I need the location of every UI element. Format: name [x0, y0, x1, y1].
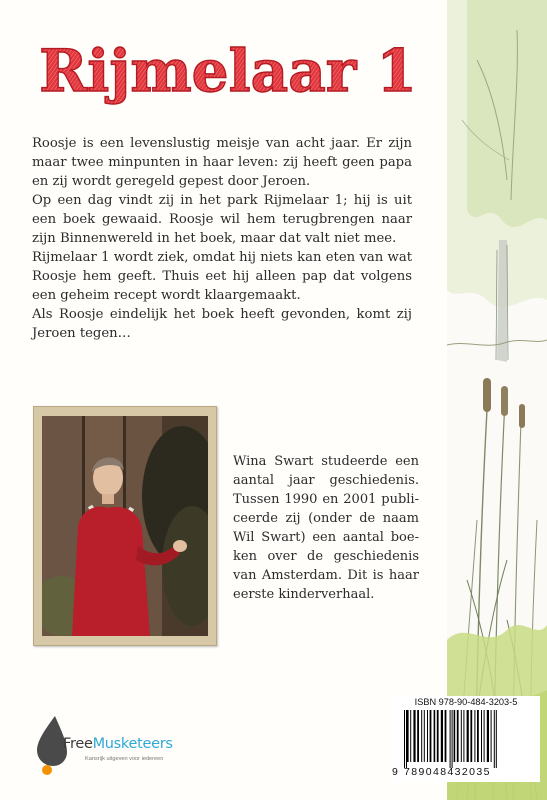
barcode-guard-bar [494, 710, 495, 768]
barcode-bar [463, 710, 464, 762]
barcode-guard-bar [452, 710, 453, 768]
barcode-guard-bar [404, 710, 405, 768]
publisher-tagline: Kansrijk uitgeven voor iedereen [85, 756, 164, 762]
plant-illustration-strip [447, 0, 547, 800]
barcode-guard-bar [496, 710, 497, 768]
barcode-bar [457, 710, 459, 762]
author-bio [233, 452, 419, 604]
barcode-bar [421, 710, 422, 762]
publisher-name-part1: Free [63, 736, 93, 752]
barcode-bar [461, 710, 462, 762]
barcode-bar [430, 710, 432, 762]
barcode-bar [477, 710, 479, 762]
ean-first-digit: 9 [392, 766, 400, 778]
barcode-bar [434, 710, 436, 762]
barcode-bar [410, 710, 411, 762]
author-bio-text: Wina Swart studeerde een aantal jaar geschiedenis. Tussen 1990 en 2001 publiceerde zij (onder de naam Wil Swart) een aantal boeken over de geschiedenis van Amsterdam. Dit is haar eerste kinderverhaal. [233, 454, 419, 602]
blurb-text [32, 134, 412, 343]
barcode-bar [467, 710, 469, 762]
barcode-bar [427, 710, 428, 762]
blurb-paragraph: Rijmelaar 1 wordt ziek, omdat hij niets kan eten van wat Roosje hem geeft. Thuis eet hij alleen pap dat volgens een geheim recept wordt klaargemaakt. [32, 250, 412, 303]
title-text: Rijmelaar 1 [39, 37, 417, 105]
author-photo [42, 416, 208, 636]
blurb-paragraph: Op een dag vindt zij in het park Rijmelaar 1; hij is uit een boek gewaaid. Roosje wil hem terugbrengen naar zijn Binnenwereld in het boek, maar dat valt niet mee. [32, 193, 412, 246]
barcode-bar [417, 710, 419, 762]
barcode-bar [481, 710, 482, 762]
author-photo-frame [33, 406, 217, 646]
barcode-bar [470, 710, 472, 762]
barcode-bar [407, 710, 409, 762]
barcode-bar [437, 710, 439, 762]
barcode-guard-bar [406, 710, 407, 768]
barcode-bar [413, 710, 415, 762]
barcode-bar [484, 710, 485, 762]
barcode-bar [441, 710, 443, 762]
barcode-bar [487, 710, 489, 762]
blurb-paragraph: Als Roosje eindelijk het boek heeft gevonden, komt zij Jeroen tegen… [32, 307, 412, 341]
book-title [28, 28, 428, 110]
blurb-paragraph: Roosje is een levenslustig meisje van acht jaar. Er zijn maar twee minpunten in haar leven: zij heeft geen papa en zij wordt geregeld gepest door Jeroen. [32, 136, 412, 189]
publisher-name [63, 736, 173, 752]
isbn-label: ISBN 978-90-484-3203-5 [414, 697, 518, 707]
barcode-bar [491, 710, 492, 762]
plant-illustration [447, 0, 547, 800]
barcode-bars [402, 710, 530, 768]
isbn-barcode [392, 696, 540, 782]
barcode-bar [424, 710, 425, 762]
publisher-logo [33, 714, 183, 776]
publisher-name-part2: Musketeers [92, 736, 173, 752]
barcode-guard-bar [450, 710, 451, 768]
barcode-bar [454, 710, 456, 762]
barcode-bar [474, 710, 475, 762]
ean-digits: 789048432035 [404, 766, 491, 778]
barcode-bar [445, 710, 447, 762]
